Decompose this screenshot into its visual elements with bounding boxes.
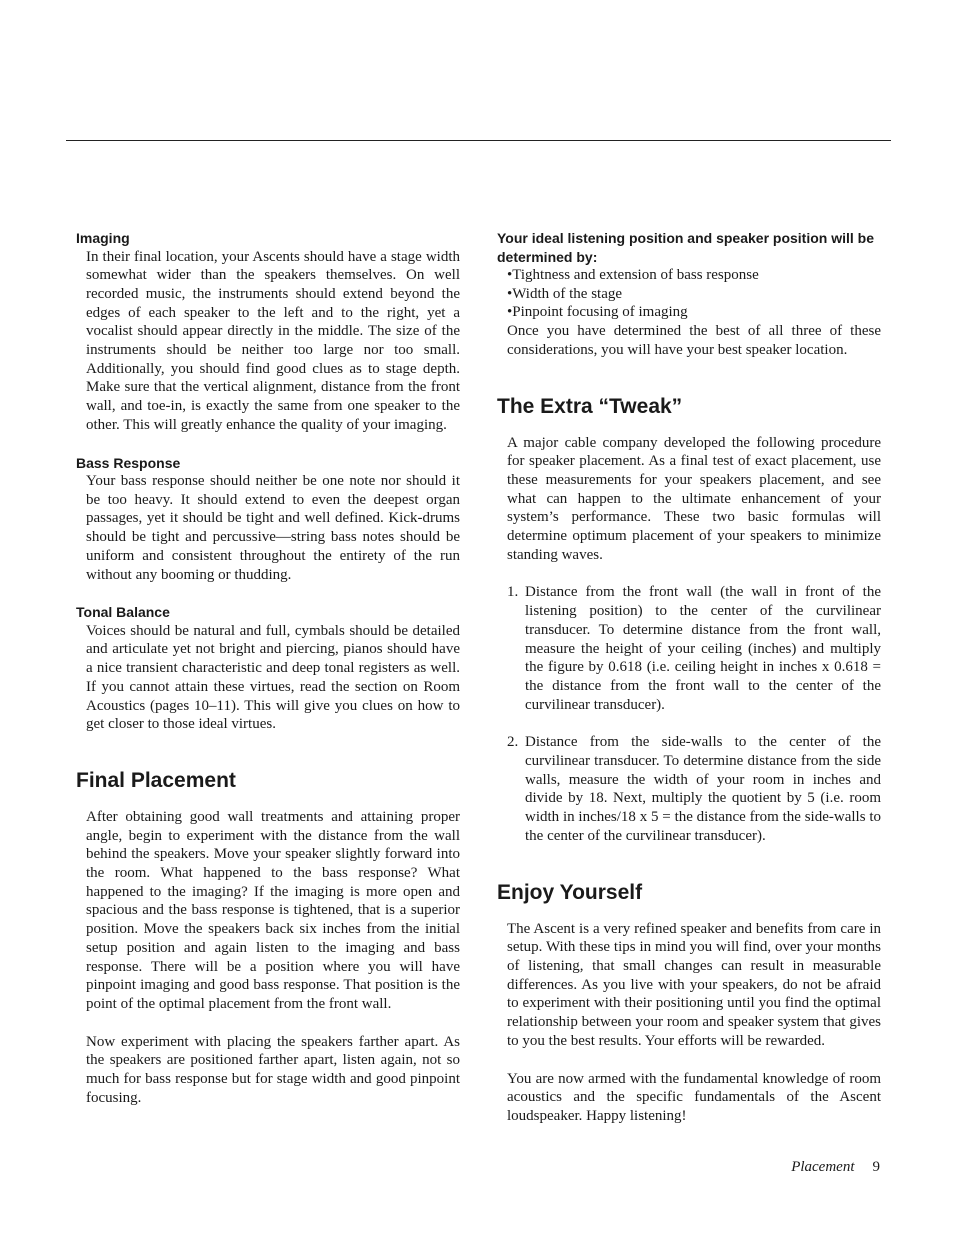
extra-tweak-title: The Extra “Tweak”: [497, 394, 683, 418]
footer-section: Placement: [791, 1159, 855, 1175]
list-number: 1.: [507, 584, 519, 601]
bass-response-text: Your bass response should neither be one note nor should it be too heavy. It should extend to even the deepest organ passages, yet it should be tight and well defined. Kick-drums should be tight and percussive—string bass notes should be uniform and consistent throughout the entirety of the run without any booming or thudding.: [86, 473, 460, 583]
page-footer: [791, 1159, 880, 1176]
tonal-balance-heading: Tonal Balance: [76, 604, 170, 621]
ideal-position-list: [507, 266, 881, 322]
enjoy-yourself-title: Enjoy Yourself: [497, 880, 643, 904]
imaging-text: In their final location, your Ascents should have a stage width somewhat wider than the speakers themselves. On well recorded music, the instruments should extend beyond the edges of each speaker to the left and to the right, yet a vocalist should appear directly in the middle. The size of the instruments should be neither too large nor too small. Additionally, you should find good clues as to stage depth. Make sure that the vertical alignment, distance from the front wall, and toe-in, is exactly the same from one speaker to the other. This will greatly enhance the quality of your imaging.: [86, 248, 460, 433]
right-column: [497, 229, 881, 1126]
extra-tweak-paragraph: A major cable company developed the following procedure for speaker placement. As a final test of exact placement, use these measurements for your speakers placement, and see what can happen to the ultimate enhancement of your system’s performance. These two basic formulas will determine optimum placement of your speakers to minimize standing waves.: [507, 434, 881, 563]
list-item: •Tightness and extension of bass response: [507, 267, 759, 283]
list-number: 2.: [507, 734, 519, 751]
ideal-position-heading: Your ideal listening position and speaker position will be determined by:: [497, 230, 875, 265]
tonal-balance-text: Voices should be natural and full, cymbals should be detailed and articulate yet not bright and piercing, pianos should have a nice transient characteristic and deep tonal registers as well. If you cannot attain these virtues, read the section on Room Acoustics (pages 10–11). This will give you clues on how to get closer to those ideal virtues.: [86, 622, 460, 733]
final-placement-paragraph-2: Now experiment with placing the speakers farther apart. As the speakers are positioned farther apart, listen again, not so much for bass response but for stage width and good pinpoint focusing.: [86, 1033, 460, 1106]
list-item: •Pinpoint focusing of imaging: [507, 304, 688, 321]
page-number: 9: [872, 1159, 880, 1175]
list-item-text: Distance from the side-walls to the center of the curvilinear transducer. To determine distance from the side walls, measure the width of your room in inches and divide by 18. Next, multiply the quotient by 5 (i.e. room width in inches/18 x 5 = the distance from the side-walls to the center of the curvilinear transducer).: [525, 734, 881, 844]
list-item: [507, 733, 881, 845]
final-placement-title: Final Placement: [76, 768, 236, 792]
bass-response-heading: Bass Response: [76, 454, 181, 471]
left-column: [76, 229, 460, 1108]
ideal-position-text: Once you have determined the best of all three of these considerations, you will have your best speaker location.: [507, 323, 881, 358]
header-rule: [66, 140, 891, 141]
enjoy-yourself-paragraph-1: The Ascent is a very refined speaker and benefits from care in setup. With these tips in mind you will find, over your months of listening, that small changes can result in measurable differences. As you live with your speakers, do not be afraid to experiment with their positioning until you find the optimal relationship between your room and speaker system that gives to you the best results. Your efforts will be rewarded.: [507, 920, 881, 1049]
imaging-heading: Imaging: [76, 230, 130, 246]
list-item: [507, 583, 881, 714]
formula-list: [507, 583, 881, 845]
enjoy-yourself-paragraph-2: You are now armed with the fundamental knowledge of room acoustics and the specific fundamentals of the Ascent loudspeaker. Happy listening!: [507, 1070, 881, 1124]
list-item: •Width of the stage: [507, 285, 623, 302]
final-placement-paragraph-1: After obtaining good wall treatments and attaining proper angle, begin to experiment with the distance from the wall behind the speakers. Move your speaker slightly forward into the room. What happened to the bass response? What happened to the imaging? If the imaging is more open and spacious and the bass response is tightened, that is a superior position. Move the speakers back six inches from the initial setup position and again listen to the imaging and bass response. There will be a position where you will have pinpoint imaging and good bass response. That position is the point of the optimal placement from the front wall.: [86, 808, 460, 1012]
list-item-text: Distance from the front wall (the wall in front of the listening position) to the center of the curvilinear transducer. To determine distance from the front wall, measure the height of your ceiling (inches) and multiply the figure by 0.618 (i.e. ceiling height in inches x 0.618 = the distance from the front wall to the center of the curvilinear transducer).: [525, 584, 881, 713]
